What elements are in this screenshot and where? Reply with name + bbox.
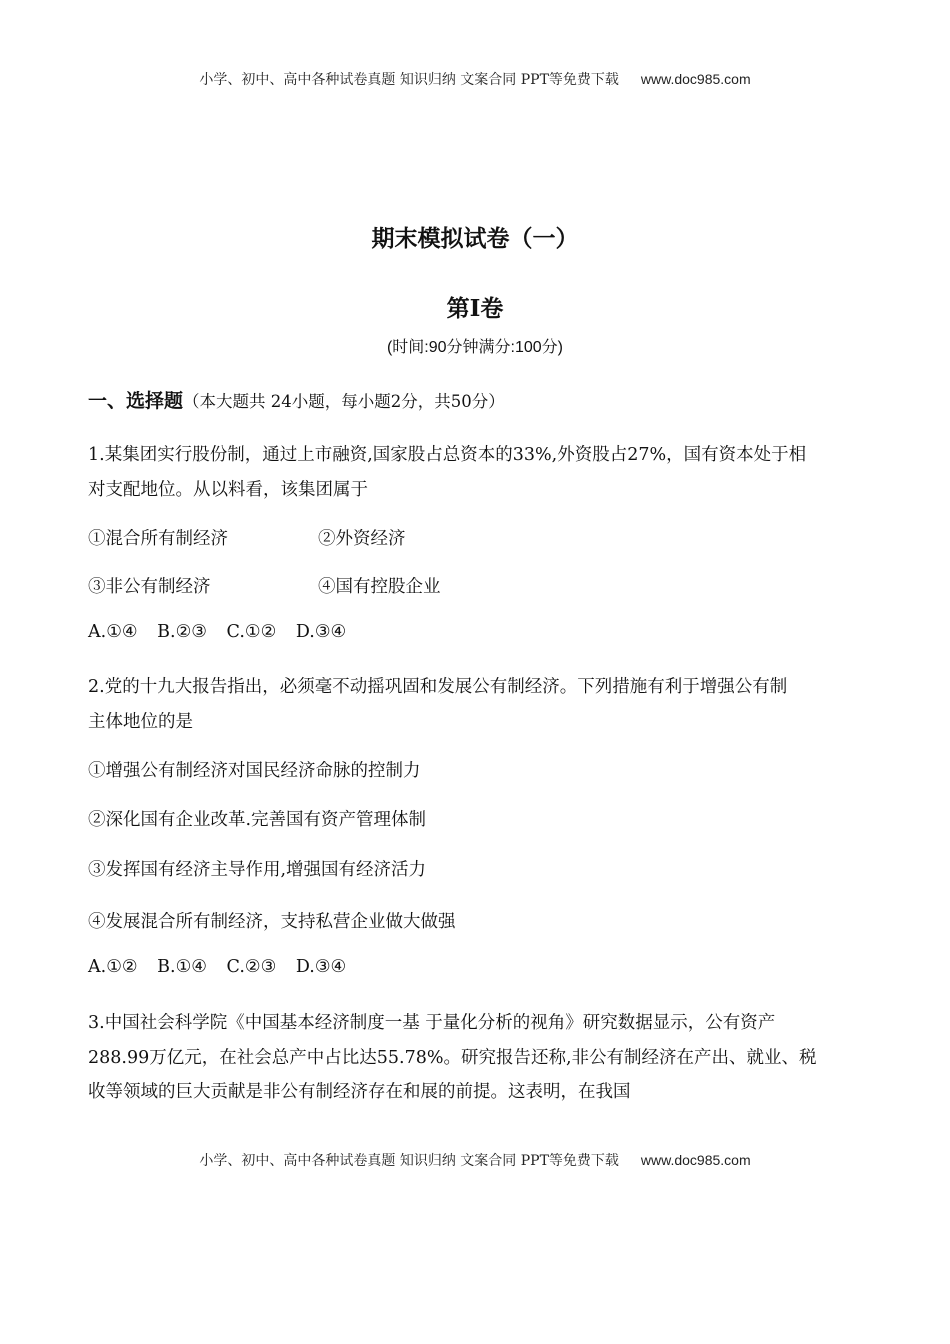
q2-choice-d[interactable]: D.③④ — [295, 957, 347, 977]
q1-choice-c[interactable]: C.①② — [226, 622, 277, 642]
footer-text: 小学、初中、高中各种试卷真题 知识归纳 文案合同 PPT等免费下载 — [199, 1153, 619, 1169]
q3-stem-line1: 3.中国社会科学院《中国基本经济制度一基 于量化分析的视角》研究数据显示，公有资产 — [88, 1013, 776, 1033]
q3-stem-line3: 收等领域的巨大贡献是非公有制经济存在和展的前提。这表明，在我国 — [88, 1082, 631, 1102]
q2-answer-choices — [88, 957, 360, 977]
header-site-link[interactable]: www.doc985.com — [640, 71, 751, 87]
q3-stem-line2: 288.99万亿元，在社会总产中占比达55.78%。研究报告还称,非公有制经济在产出、就业、税 — [88, 1048, 817, 1068]
q1-option-2: ②外资经济 — [318, 529, 406, 549]
q1-stem-line2: 对支配地位。从以料看，该集团属于 — [88, 480, 368, 500]
section-head-label: 一、选择题 — [88, 390, 184, 412]
q2-option-4: ④发展混合所有制经济，支持私营企业做大做强 — [88, 912, 456, 932]
q2-option-2: ②深化国有企业改革.完善国有资产管理体制 — [88, 810, 427, 830]
q1-choice-d[interactable]: D.③④ — [295, 622, 347, 642]
q1-option-3: ③非公有制经济 — [88, 577, 211, 597]
exam-title: 期末模拟试卷（一） — [371, 225, 579, 252]
q2-choice-b[interactable]: B.①④ — [157, 957, 207, 977]
q1-choice-b[interactable]: B.②③ — [157, 622, 207, 642]
q2-option-1: ①增强公有制经济对国民经济命脉的控制力 — [88, 761, 421, 781]
header-text: 小学、初中、高中各种试卷真题 知识归纳 文案合同 PPT等免费下载 — [199, 72, 619, 88]
q2-stem-line2: 主体地位的是 — [88, 712, 193, 732]
page-header — [0, 69, 950, 89]
q1-choice-a[interactable]: A.①④ — [88, 622, 138, 642]
q1-stem-line1: 1.某集团实行股份制，通过上市融资,国家股占总资本的33%,外资股占27%，国有资本处于相 — [88, 445, 807, 465]
q1-option-4: ④国有控股企业 — [318, 577, 441, 597]
time-score-note: (时间:90分钟满分:100分) — [386, 339, 564, 356]
q2-choice-c[interactable]: C.②③ — [226, 957, 277, 977]
section-note: （本大题共 24小题，每小题2分，共50分） — [183, 392, 505, 411]
q2-stem-line1: 2.党的十九大报告指出，必须毫不动摇巩固和发展公有制经济。下列措施有利于增强公有制 — [88, 677, 788, 697]
section-heading — [88, 386, 505, 413]
q2-option-3: ③发挥国有经济主导作用,增强国有经济活力 — [88, 860, 427, 880]
exam-volume-title: 第Ⅰ卷 — [446, 295, 504, 322]
q1-answer-choices — [88, 622, 360, 642]
page-footer — [0, 1150, 950, 1170]
footer-site-link[interactable]: www.doc985.com — [640, 1152, 751, 1168]
q2-choice-a[interactable]: A.①② — [88, 957, 138, 977]
q1-option-1: ①混合所有制经济 — [88, 529, 228, 549]
